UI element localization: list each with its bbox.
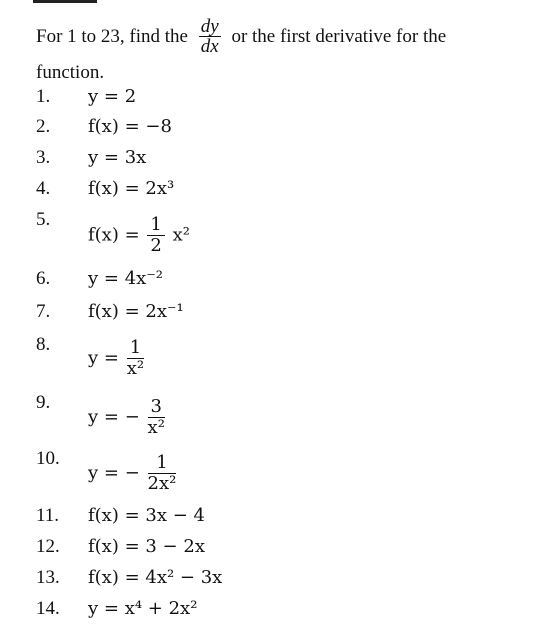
problem-number: 6. xyxy=(36,268,51,289)
expression-rhs: x² xyxy=(172,224,190,246)
dx-denominator: dx xyxy=(200,36,219,57)
problem-number: 11. xyxy=(36,505,60,526)
problem-expression: f(x) = 3x − 4 xyxy=(88,505,205,526)
problem-expression: f(x) = 2x⁻¹ xyxy=(88,301,184,322)
expression-lhs: y = xyxy=(88,347,119,369)
fraction-numerator: 3 xyxy=(148,397,165,418)
fraction-denominator: 2x² xyxy=(147,473,177,494)
problem-number: 3. xyxy=(36,147,51,168)
fraction-denominator: x² xyxy=(147,417,165,438)
fraction-numerator: 1 xyxy=(148,453,177,474)
problem-expression: y = 3x xyxy=(88,147,147,168)
problem-expression xyxy=(88,453,178,494)
problem-expression xyxy=(88,338,146,379)
fraction xyxy=(148,397,165,438)
problem-number: 5. xyxy=(36,209,51,230)
instructions-prefix: For 1 to 23, find the xyxy=(36,25,188,47)
fraction-numerator: 1 xyxy=(127,338,144,359)
problem-expression: y = x⁴ + 2x² xyxy=(88,598,198,619)
problem-number: 14. xyxy=(36,598,60,619)
fraction xyxy=(147,215,164,256)
problem-expression: f(x) = −8 xyxy=(88,116,172,137)
problem-number: 1. xyxy=(36,86,51,107)
dy-numerator: dy xyxy=(200,16,219,37)
problem-expression xyxy=(88,215,190,256)
problem-number: 8. xyxy=(36,334,51,355)
problem-expression: y = 2 xyxy=(88,86,137,107)
top-rule xyxy=(33,0,97,3)
dy-dx-fraction xyxy=(199,18,221,57)
problem-expression: y = 4x⁻² xyxy=(88,268,164,289)
problem-expression: f(x) = 2x³ xyxy=(88,178,175,199)
instructions-line2: function. xyxy=(36,62,105,83)
fraction xyxy=(127,338,144,379)
problem-expression xyxy=(88,397,167,438)
fraction-denominator: x² xyxy=(126,358,145,379)
problem-number: 10. xyxy=(36,448,60,469)
fraction-denominator: 2 xyxy=(150,235,162,256)
problem-number: 2. xyxy=(36,116,51,137)
expression-lhs: y = − xyxy=(88,462,140,484)
expression-lhs: y = − xyxy=(88,406,140,428)
problem-number: 12. xyxy=(36,536,60,557)
expression-lhs: f(x) = xyxy=(88,224,140,246)
problem-number: 9. xyxy=(36,392,51,413)
fraction xyxy=(148,453,177,494)
problem-expression: f(x) = 3 − 2x xyxy=(88,536,205,557)
problem-number: 13. xyxy=(36,567,60,588)
problem-expression: f(x) = 4x² − 3x xyxy=(88,567,223,588)
fraction-numerator: 1 xyxy=(147,215,164,236)
problem-number: 7. xyxy=(36,301,51,322)
problem-number: 4. xyxy=(36,178,51,199)
instructions-suffix: or the first derivative for the xyxy=(231,25,447,47)
